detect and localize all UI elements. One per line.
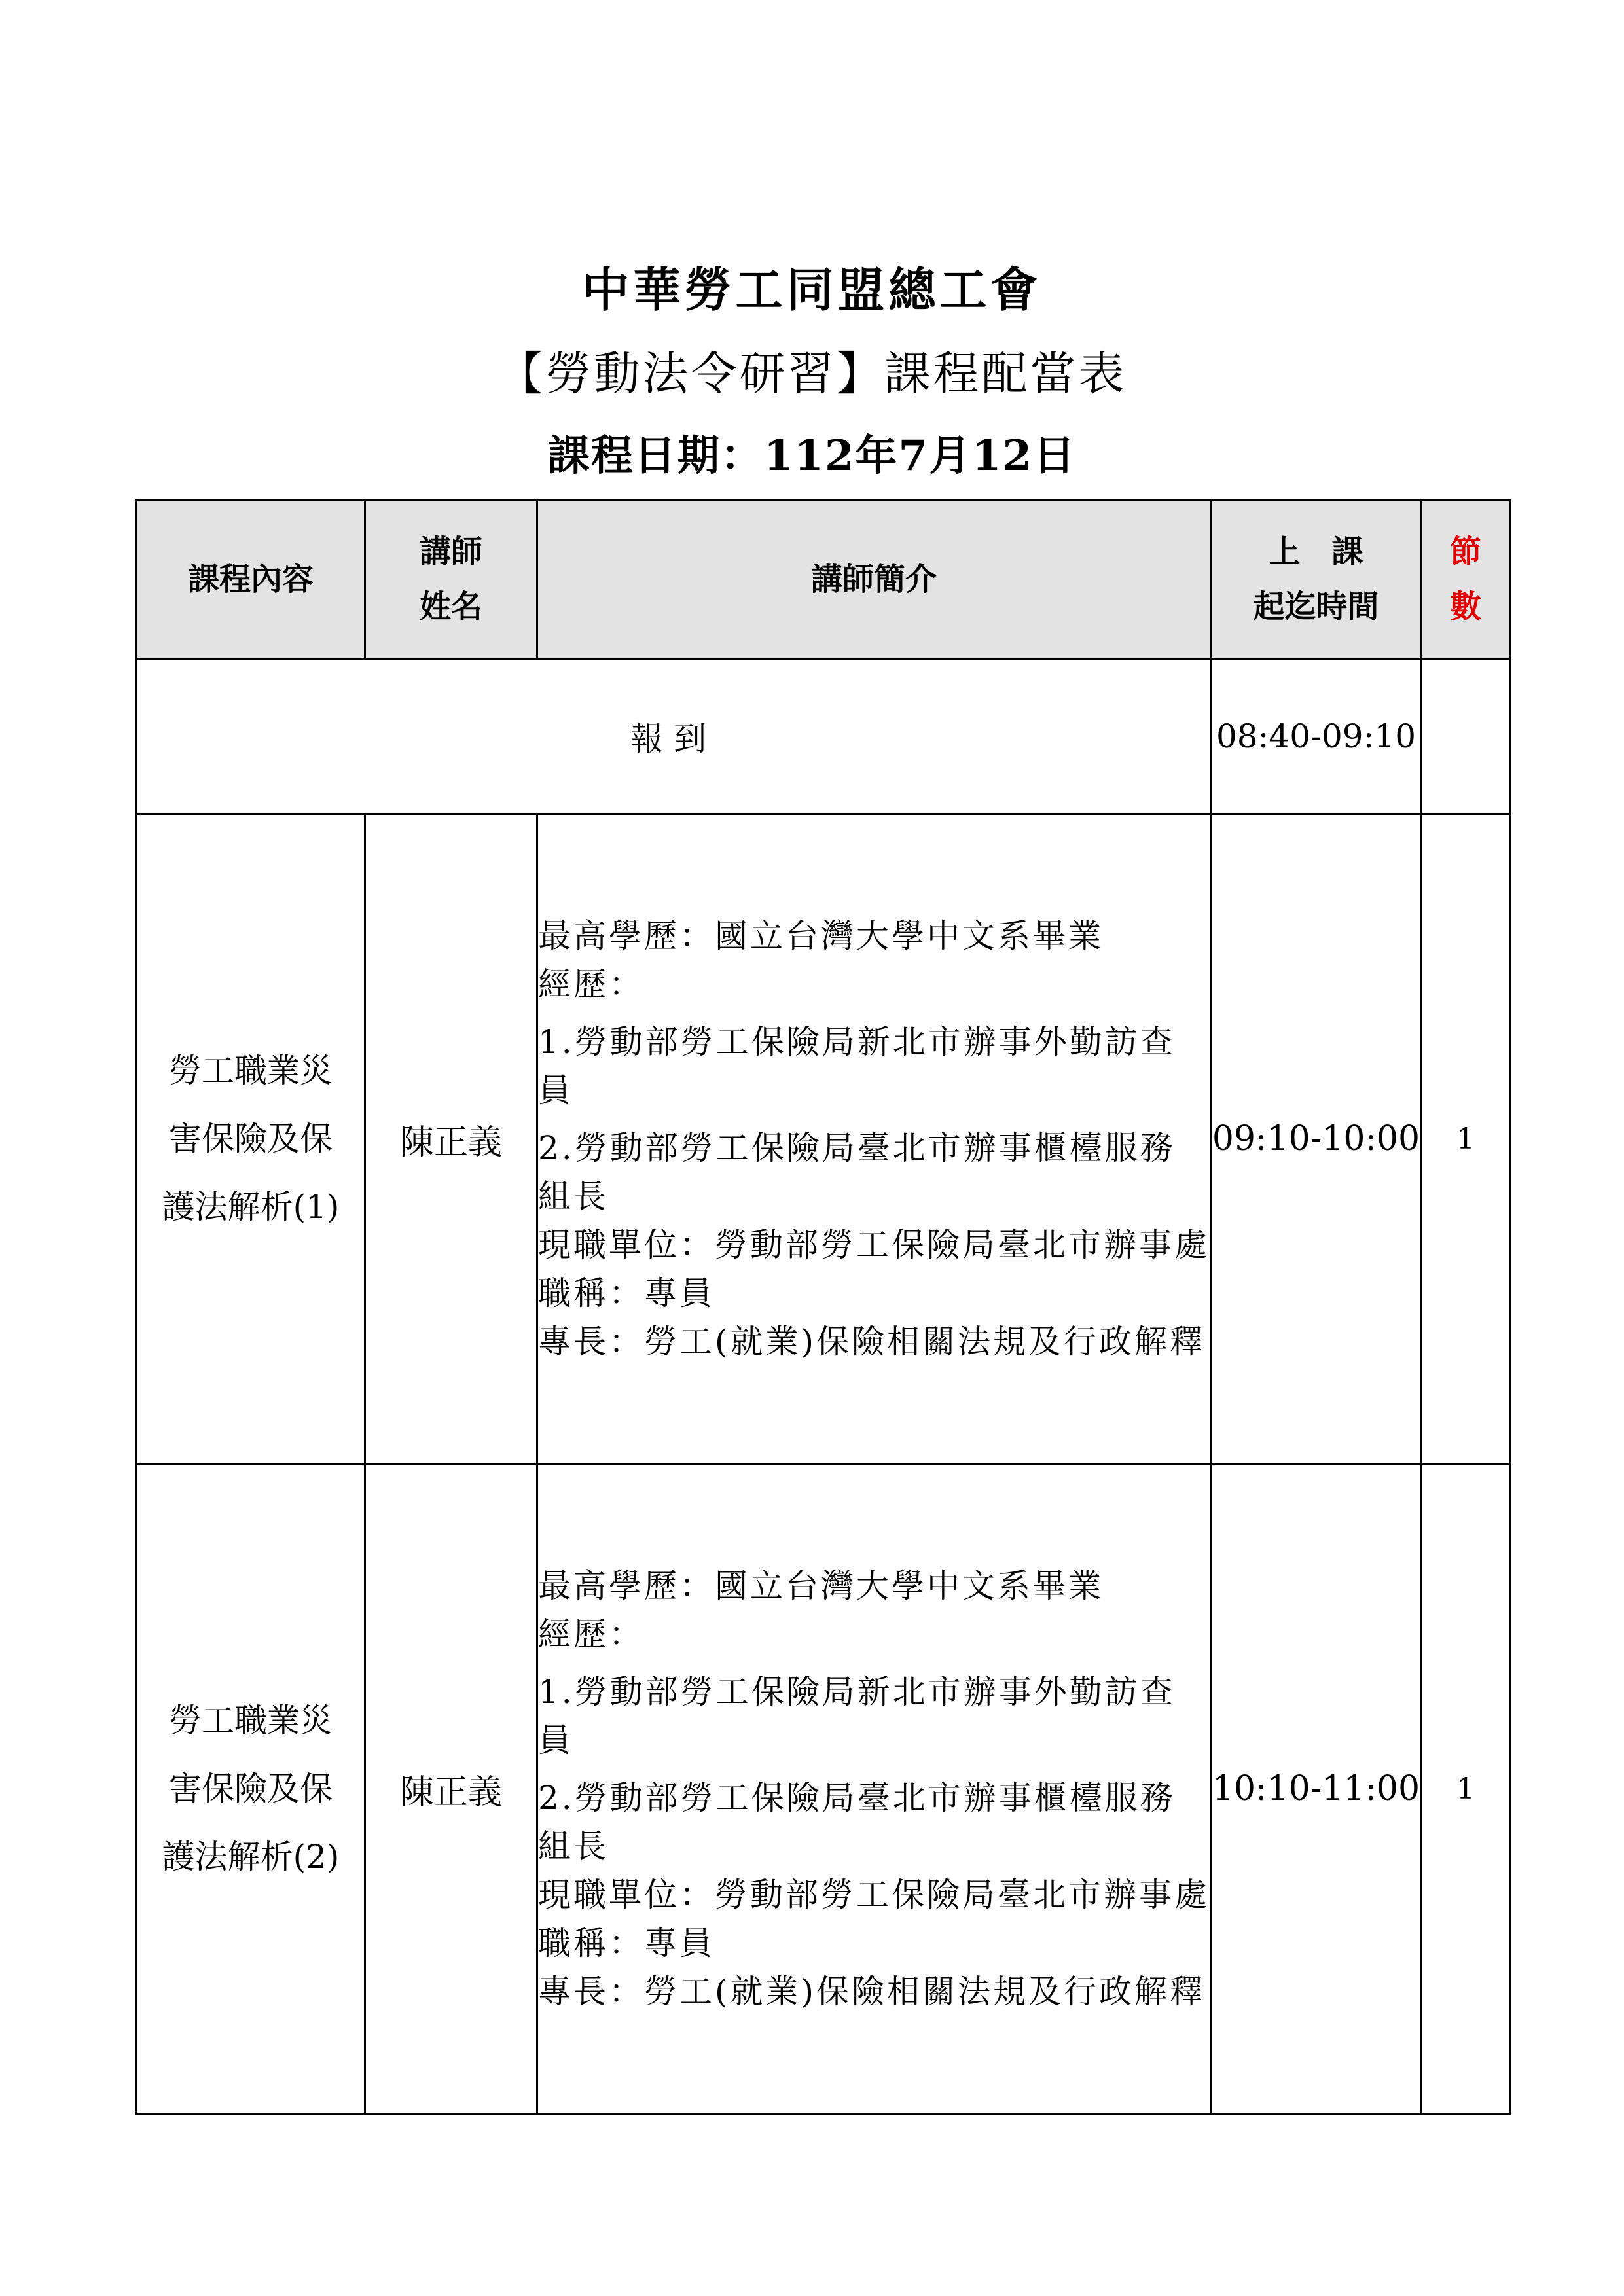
class-time-cell: 09:10-10:00: [1211, 814, 1422, 1464]
table-header-row: [137, 500, 1510, 659]
registration-row: [137, 659, 1510, 814]
registration-label: 報到: [137, 659, 1211, 814]
class-time-cell: 10:10-11:00: [1211, 1464, 1422, 2114]
session-count-cell: 1: [1422, 1464, 1510, 2114]
teacher-intro-cell: 最高學歷：國立台灣大學中文系畢業 經歷： 1.勞動部勞工保險局新北市辦事外勤訪查員 2.勞動部勞工保險局臺北市辦事櫃檯服務組長 現職單位：勞動部勞工保險局臺北市辦事處 職稱：專員 專長：勞工(就業)保險相關法規及行政解釋: [537, 814, 1211, 1464]
teacher-name-cell: 陳正義: [365, 1464, 537, 2114]
header-session-count: 節 數: [1422, 500, 1510, 659]
header-class-time: 上 課 起迄時間: [1211, 500, 1422, 659]
registration-time: 08:40-09:10: [1211, 659, 1422, 814]
schedule-table: [135, 499, 1511, 2115]
registration-count: [1422, 659, 1510, 814]
course-date: 課程日期：112年7月12日: [547, 431, 1077, 480]
course-row-1: [137, 814, 1510, 1464]
teacher-intro-cell: 最高學歷：國立台灣大學中文系畢業 經歷： 1.勞動部勞工保險局新北市辦事外勤訪查員 2.勞動部勞工保險局臺北市辦事櫃檯服務組長 現職單位：勞動部勞工保險局臺北市辦事處 職稱：專員 專長：勞工(就業)保險相關法規及行政解釋: [537, 1464, 1211, 2114]
course-content-cell: 勞工職業災 害保險及保 護法解析(1): [137, 814, 365, 1464]
course-row-2: [137, 1464, 1510, 2114]
organization-title: 中華勞工同盟總工會: [582, 262, 1042, 317]
document-subtitle: 【勞動法令研習】課程配當表: [497, 347, 1127, 401]
teacher-name-cell: 陳正義: [365, 814, 537, 1464]
header-teacher-intro: 講師簡介: [537, 500, 1211, 659]
header-course-content: 課程內容: [137, 500, 365, 659]
course-content-cell: 勞工職業災 害保險及保 護法解析(2): [137, 1464, 365, 2114]
session-count-cell: 1: [1422, 814, 1510, 1464]
header-teacher-name: 講師 姓名: [365, 500, 537, 659]
